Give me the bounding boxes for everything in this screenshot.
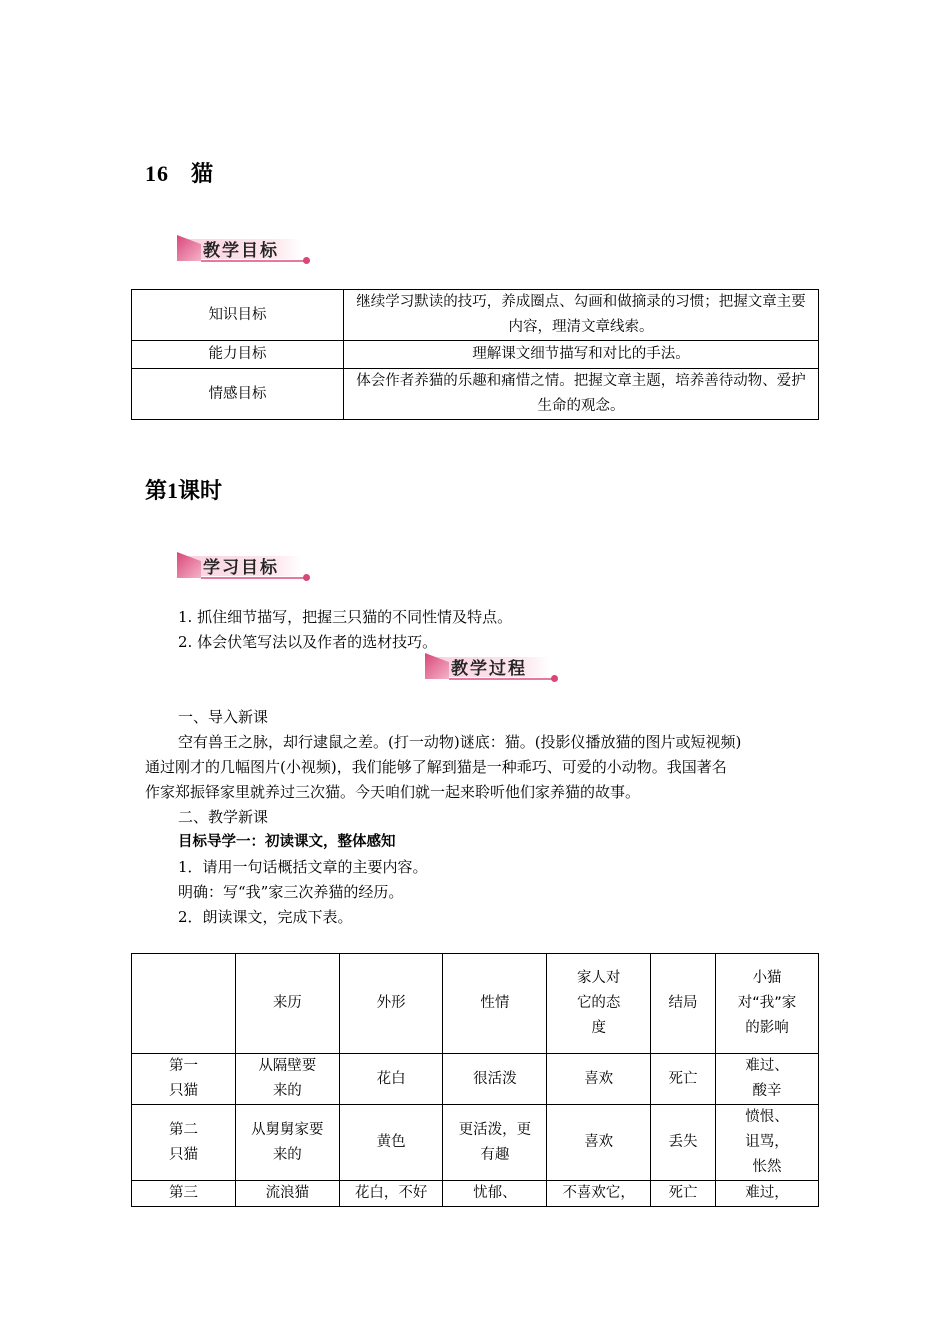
question-line: 1．请用一句话概括文章的主要内容。 (178, 858, 428, 876)
table-cell: 很活泼 (443, 1054, 547, 1105)
header-cell (132, 954, 236, 1054)
cat-comparison-table (131, 953, 819, 1207)
paragraph-line: 作家郑振铎家里就养过三次猫。今天咱们就一起来聆听他们家养猫的故事。 (145, 783, 641, 801)
table-row (132, 290, 819, 341)
banner-label: 教学过程 (451, 659, 527, 679)
table-row (132, 369, 819, 420)
table-row (132, 1054, 819, 1105)
guide-heading: 目标导学一：初读课文，整体感知 (178, 834, 396, 850)
table-cell: 从隔壁要来的 (235, 1054, 339, 1105)
table-cell: 更活泼，更有趣 (443, 1105, 547, 1181)
table-cell: 忧郁、 (443, 1181, 547, 1207)
objective-key: 能力目标 (132, 341, 344, 369)
section-heading: 二、教学新课 (178, 808, 269, 826)
objective-key: 情感目标 (132, 369, 344, 420)
objective-value: 理解课文细节描写和对比的手法。 (344, 341, 819, 369)
table-row (132, 1105, 819, 1181)
table-row (132, 1181, 819, 1207)
lesson-period-title: 第1课时 (145, 478, 223, 503)
row-label: 第一只猫 (132, 1054, 236, 1105)
table-cell: 丢失 (651, 1105, 716, 1181)
header-cell: 家人对它的态度 (547, 954, 651, 1054)
lesson-number-title (145, 157, 214, 188)
table-cell: 喜欢 (547, 1054, 651, 1105)
paragraph-line: 空有兽王之脉，却行逮鼠之差。(打一动物)谜底：猫。(投影仪播放猫的图片或短视频) (178, 733, 742, 751)
learning-goals-banner (177, 550, 317, 582)
table-row (132, 341, 819, 369)
row-label: 第二只猫 (132, 1105, 236, 1181)
table-cell: 黄色 (339, 1105, 443, 1181)
table-cell: 喜欢 (547, 1105, 651, 1181)
chapter-title: 猫 (191, 161, 215, 186)
teaching-process-banner (425, 651, 565, 683)
table-cell: 死亡 (651, 1181, 716, 1207)
question-line: 2．朗读课文，完成下表。 (178, 908, 353, 926)
header-cell: 结局 (651, 954, 716, 1054)
banner-label: 学习目标 (203, 558, 279, 578)
header-cell: 外形 (339, 954, 443, 1054)
header-cell: 小猫对“我”家的影响 (715, 954, 818, 1054)
table-cell: 死亡 (651, 1054, 716, 1105)
header-cell: 性情 (443, 954, 547, 1054)
section-heading: 一、导入新课 (178, 708, 269, 726)
table-cell: 难过， (715, 1181, 818, 1207)
objective-value: 体会作者养猫的乐趣和痛惜之情。把握文章主题，培养善待动物、爱护生命的观念。 (344, 369, 819, 420)
row-label: 第三 (132, 1181, 236, 1207)
answer-line: 明确：写“我”家三次养猫的经历。 (178, 883, 404, 901)
table-cell: 花白 (339, 1054, 443, 1105)
objective-key: 知识目标 (132, 290, 344, 341)
table-cell: 花白，不好 (339, 1181, 443, 1207)
table-cell: 流浪猫 (235, 1181, 339, 1207)
banner-label: 教学目标 (203, 241, 279, 261)
table-cell: 从舅舅家要来的 (235, 1105, 339, 1181)
table-cell: 不喜欢它， (547, 1181, 651, 1207)
chapter-number: 16 (145, 161, 169, 186)
paragraph-line: 通过刚才的几幅图片(小视频)，我们能够了解到猫是一种乖巧、可爱的小动物。我国著名 (145, 758, 727, 776)
objective-value: 继续学习默读的技巧，养成圈点、勾画和做摘录的习惯；把握文章主要内容，理清文章线索。 (344, 290, 819, 341)
objectives-table (131, 289, 819, 420)
learning-goal-item: 2. 体会伏笔写法以及作者的选材技巧。 (178, 633, 438, 651)
table-header-row (132, 954, 819, 1054)
table-cell: 愤恨、诅骂，怅然 (715, 1105, 818, 1181)
learning-goal-item: 1. 抓住细节描写，把握三只猫的不同性情及特点。 (178, 608, 513, 626)
header-cell: 来历 (235, 954, 339, 1054)
table-cell: 难过、酸辛 (715, 1054, 818, 1105)
teaching-goals-banner (177, 233, 317, 265)
